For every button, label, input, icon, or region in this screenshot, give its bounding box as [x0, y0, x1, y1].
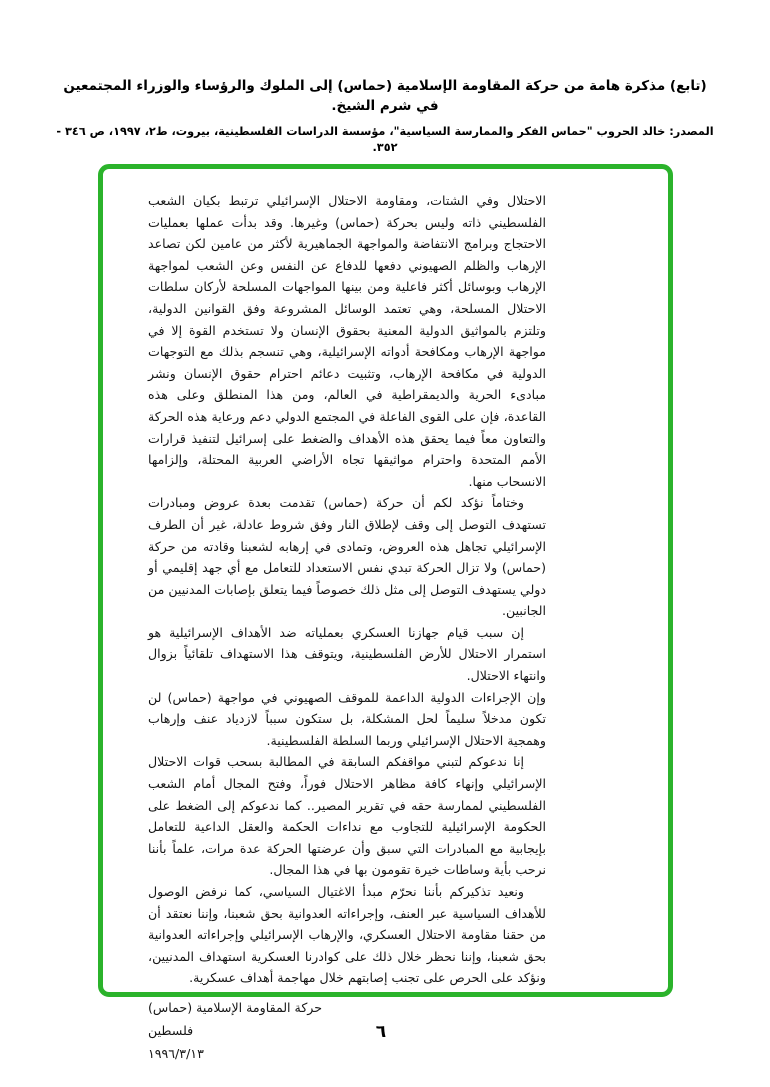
memo-paragraph: إنا ندعوكم لتبني مواقفكم السابقة في المطالبة بسحب قوات الاحتلال الإسرائيلي وإنهاء كافة مظاهر الاحتلال فوراً، وفتح المجال أمام الشعب الفلسطيني لممارسة حقه في تقرير المصير.. كما ندعوكم إلى الضغط على الحكومة الإسرائيلية للتجاوب مع نداءات الحكمة والعقل الداعية للتعامل بإيجابية مع المبادرات التي سبق وأن عرضتها الحركة عدة مرات، علماً بأننا نرحب بأية وساطات خيرة تقومون بها في هذا المجال.: [148, 754, 546, 878]
signature-place: فلسطين: [148, 1022, 194, 1038]
memo-title: (تابع) مذكرة هامة من حركة المقاومة الإسلامية (حماس) إلى الملوك والرؤساء والوزراء المجتمعين في شرم الشيخ.: [63, 78, 707, 114]
memo-paragraph: وختاماً نؤكد لكم أن حركة (حماس) تقدمت بعدة عروض ومبادرات تستهدف التوصل إلى وقف لإطلاق النار وفق شروط عادلة، غير أن الطرف الإسرائيلي تجاهل هذه العروض، وتمادى في إرهابه لشعبنا وقادته من حركة (حماس) ولا تزال الحركة تبدي نفس الاستعداد للتعامل مع أي جهد إقليمي أو دولي يستهدف التوصل إلى مثل ذلك خصوصاً فيما يتعلق بإصابات المدنيين من الجانبين.: [148, 495, 546, 619]
memo-paragraph: وإن الإجراءات الدولية الداعمة للموقف الصهيوني في مواجهة (حماس) لن تكون مدخلاً سليماً لحل المشكلة، بل ستكون سبباً لازدياد عنف وإرهاب وهمجية الاحتلال الإسرائيلي وربما السلطة الفلسطينية.: [148, 689, 546, 748]
memo-green-frame: [98, 164, 673, 1061]
memo-paragraph: ونعيد تذكيركم بأننا نحرّم مبدأ الاغتيال السياسي، كما نرفض الوصول للأهداف السياسية عبر العنف، وإجراءاته العدوانية بحق شعبنا، وإننا نعتقد أن من حقنا مقاومة الاحتلال العسكري، والإرهاب الإسرائيلي وإجراءاته العدوانية بحق شعبنا، وإننا نحظر خلال ذلك على كوادرنا العسكرية استهداف المدنيين، ونؤكد على الحرص على تجنب إصابتهم خلال مهاجمة أهداف عسكرية.: [148, 884, 546, 986]
memo-paragraph: الاحتلال وفي الشتات، ومقاومة الاحتلال الإسرائيلي ترتبط بكيان الشعب الفلسطيني ذاته وليس بحركة (حماس) وغيرها. وقد بدأت عملها بعمليات الاحتجاج وبرامج الانتفاضة والمواجهة الجماهيرية لأكثر من عامين لكن تصاعد الإرهاب والظلم الصهيوني دفعها للدفاع عن النفس وعن الشعب لمواجهة الإرهاب وبوسائل أكثر فاعلية ومن بينها المواجهات المسلحة لأركان سلطات الاحتلال المسلحة، وهي تعتمد الوسائل المشروعة وفق القوانين الدولية، وتلتزم بالمواثيق الدولية المعنية بحقوق الإنسان ولا تستخدم القوة إلا في مواجهة الإرهاب ومكافحة أدواته الإسرائيلية، وهي تنسجم بذلك مع التوجهات الدولية في مكافحة الإرهاب، وتثبيت دعائم احترام حقوق الإنسان ونشر مبادىء الحرية والديمقراطية في العالم، ومن هذا المنطلق وعلى هذه القاعدة، فإن على القوى الفاعلة في المجتمع الدولي دعم ورعاية هذه الحركة والتعاون معاً فيما يحقق هذه الأهداف والضغط على إسرائيل لتنفيذ قرارات الأمم المتحدة واحترام مواثيقها تجاه الأراضي العربية المحتلة، وإلزامها الانسحاب منها.: [148, 193, 546, 489]
document-header: [55, 76, 715, 156]
memo-paragraph: إن سبب قيام جهازنا العسكري بعملياته ضد الأهداف الإسرائيلية هو استمرار الاحتلال للأرض الفلسطينية، ويتوقف هذا الاستهداف تلقائياً بزوال وانتهاء الاحتلال.: [148, 624, 546, 684]
memo-source-citation: المصدر: خالد الحروب "حماس الفكر والممارسة السياسية"، مؤسسة الدراسات الفلسطينية، بيروت، ط٢، ١٩٩٧، ص ٣٤٦ - ٣٥٢.: [56, 125, 714, 154]
page-number: ٦: [375, 1022, 387, 1042]
memo-body: [148, 190, 546, 1065]
signature-date: ١٩٩٦/٣/١٣: [148, 1045, 204, 1061]
signature-organization: حركة المقاومة الإسلامية (حماس): [148, 999, 323, 1015]
